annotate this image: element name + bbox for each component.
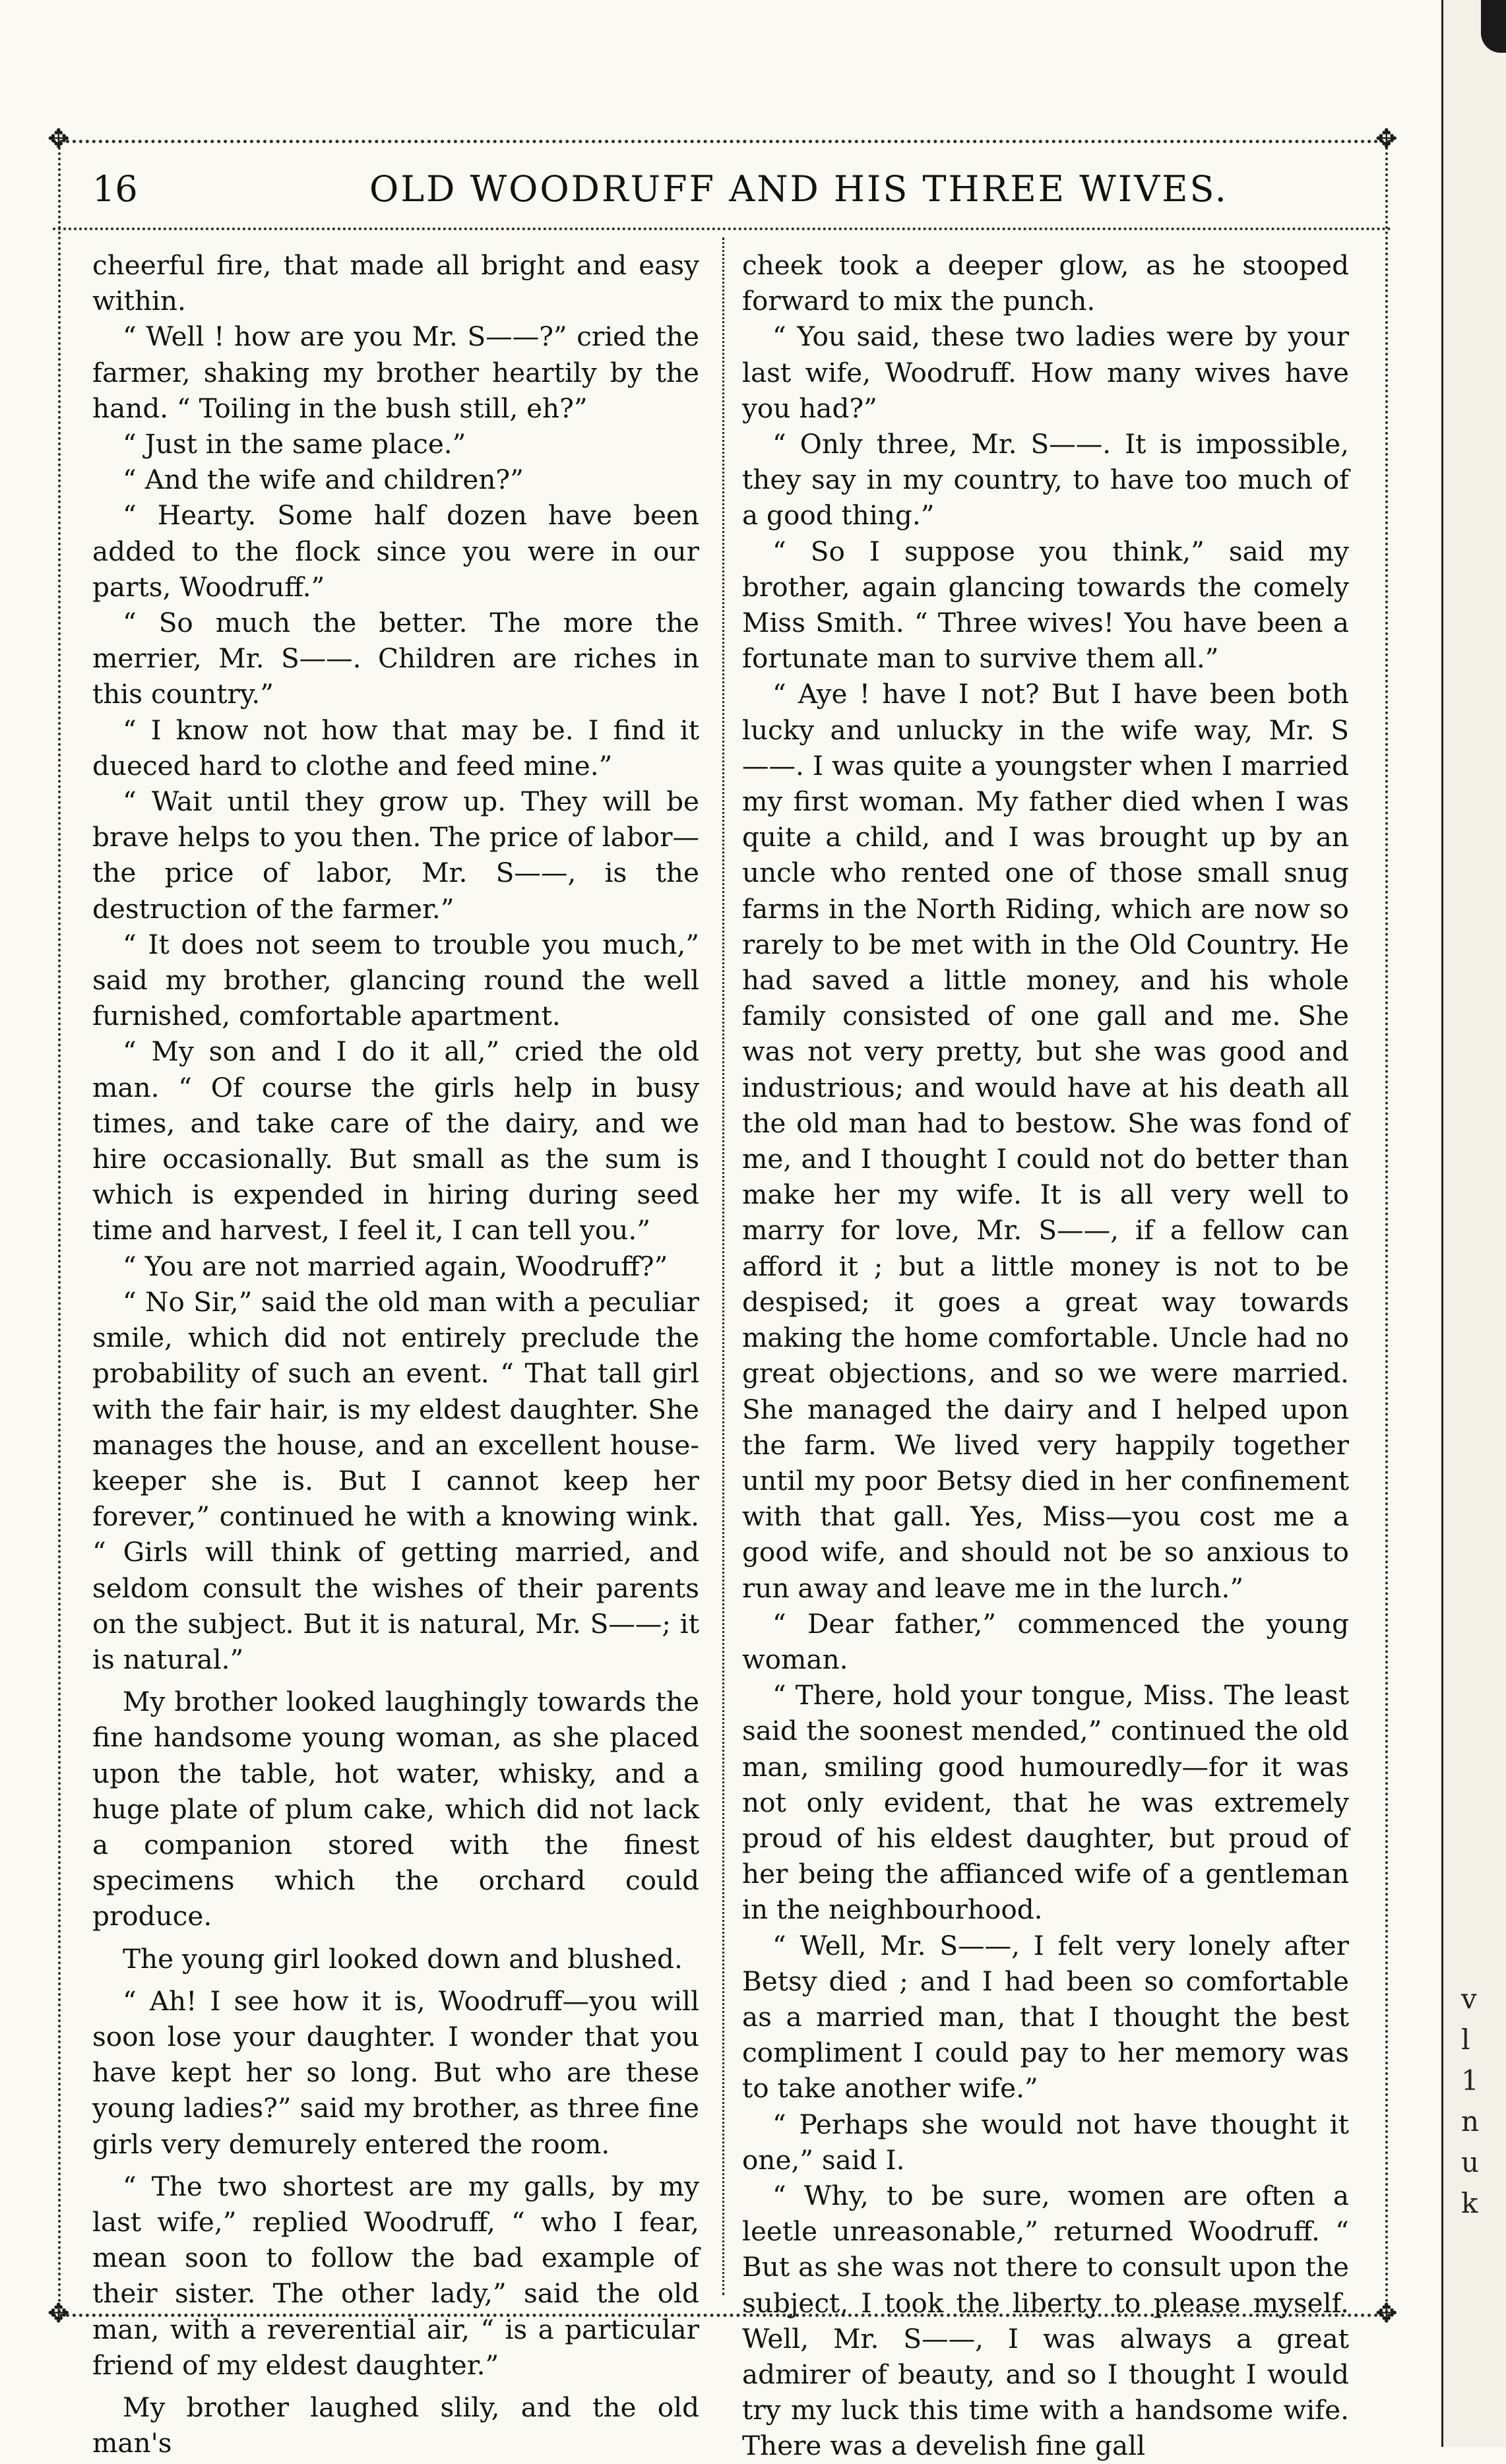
- paragraph: “ Perhaps she would not have thought it one,” said I.: [742, 2108, 1349, 2176]
- corner-ornament-icon: ✥: [1375, 124, 1398, 154]
- paragraph: The young girl looked down and blushed.: [123, 1942, 683, 1975]
- paragraph: “ My son and I do it all,” cried the old man. “ Of course the girls help in busy times, and take care of the dairy, and we hire occasionally. But small as the sum is which is expended in hiring during seed time and harvest, I feel it, I can tell you.”: [92, 1035, 699, 1247]
- paragraph: “ Well ! how are you Mr. S——?” cried the farmer, shaking my brother heartily by the hand. “ Toiling in the bush still, eh?”: [92, 321, 699, 424]
- column-divider: [722, 237, 724, 2295]
- paragraph: “ You are not married again, Woodruff?”: [123, 1250, 668, 1282]
- paragraph: cheerful fire, that made all bright and easy within.: [92, 249, 699, 317]
- paragraph: “ No Sir,” said the old man with a peculiar smile, which did not entirely preclude the probability of such an event. “ That tall girl with the fair hair, is my eldest daughter. She manages the house, and an excellent house-keeper she is. But I cannot keep her forever,” continued he with a knowing wink. “ Girls will think of getting married, and seldom consult the wishes of their parents on the subject. But it is natural, Mr. S——; it is natural.”: [92, 1285, 699, 1675]
- paragraph: “ So much the better. The more the merrier, Mr. S——. Children are riches in this country.”: [92, 607, 699, 710]
- paragraph: “ It does not seem to trouble you much,” said my brother, glancing round the well furnished, comfortable apartment.: [92, 928, 699, 1032]
- paragraph: “ Wait until they grow up. They will be brave helps to you then. The price of labor—the price of labor, Mr. S——, is the destruction of the farmer.”: [92, 785, 699, 925]
- margin-letter: 1: [1461, 2064, 1479, 2097]
- running-title: OLD WOODRUFF AND HIS THREE WIVES.: [369, 168, 1228, 210]
- paragraph: My brother laughed slily, and the old man's: [92, 2391, 699, 2459]
- corner-ornament-icon: ✥: [1375, 2298, 1398, 2329]
- margin-letter: v: [1461, 1983, 1477, 2015]
- paragraph: “ So I suppose you think,” said my brother, again glancing towards the comely Miss Smith. “ Three wives! You have been a fortunate man to survive them all.”: [742, 535, 1349, 675]
- paragraph: “ You said, these two ladies were by your last wife, Woodruff. How many wives have you had?”: [742, 321, 1349, 424]
- margin-letter: l: [1461, 2023, 1470, 2056]
- margin-letter: n: [1461, 2105, 1480, 2138]
- page-number: 16: [92, 168, 138, 210]
- paragraph: “ Dear father,” commenced the young woman.: [742, 1607, 1349, 1675]
- margin-letter: k: [1461, 2187, 1478, 2219]
- page-header: [92, 168, 1359, 221]
- corner-ornament-icon: ✥: [47, 2298, 70, 2329]
- paragraph: “ The two shortest are my galls, by my last wife,” replied Woodruff, “ who I fear, mean soon to follow the bad example of their sister. The other lady,” said the old man, with a reverential air, “ is a particular friend of my eldest daughter.”: [92, 2170, 699, 2381]
- margin-letter: u: [1461, 2146, 1480, 2178]
- corner-ornament-icon: ✥: [47, 124, 70, 154]
- paragraph: cheek took a deeper glow, as he stooped forward to mix the punch.: [742, 249, 1349, 317]
- facing-page-margin-letters: [1461, 1979, 1488, 2224]
- paragraph: “ And the wife and children?”: [123, 464, 524, 496]
- paragraph: “ Only three, Mr. S——. It is impossible, they say in my country, to have too much of a good thing.”: [742, 428, 1349, 532]
- paragraph: “ Ah! I see how it is, Woodruff—you will soon lose your daughter. I wonder that you have kept her so long. But who are these young ladies?” said my brother, as three fine girls very demurely entered the room.: [92, 1985, 699, 2160]
- left-border-rule: [58, 142, 61, 2315]
- paragraph: “ I know not how that may be. I find it dueced hard to clothe and feed mine.”: [92, 714, 699, 782]
- top-border-rule: [53, 140, 1392, 143]
- binding-shadow: [1481, 0, 1506, 53]
- paragraph: “ Why, to be sure, women are often a leetle unreasonable,” returned Woodruff. “ But as she was not there to consult upon the subject, I took the liberty to please myself. Well, Mr. S——, I was always a great admirer of beauty, and so I thought I would try my luck this time with a handsome wife. There was a develish fine gall: [742, 2179, 1349, 2462]
- paragraph: “ There, hold your tongue, Miss. The least said the soonest mended,” continued the old man, smiling good humouredly—for it was not only evident, that he was extremely proud of his eldest daughter, but proud of her being the affianced wife of a gentleman in the neighbourhood.: [742, 1679, 1349, 1926]
- paragraph: My brother looked laughingly towards the fine handsome young woman, as she placed upon the table, hot water, whisky, and a huge plate of plum cake, which did not lack a companion stored with the finest specimens which the orchard could produce.: [92, 1686, 699, 1932]
- left-text-column: [92, 247, 699, 2461]
- paragraph: “ Hearty. Some half dozen have been added to the flock since you were in our parts, Woodruff.”: [92, 499, 699, 603]
- header-rule: [53, 228, 1392, 230]
- right-text-column: [742, 247, 1349, 2464]
- paragraph: “ Aye ! have I not? But I have been both lucky and unlucky in the wife way, Mr. S——. I was quite a youngster when I married my first woman. My father died when I was quite a child, and I was brought up by an uncle who rented one of those small snug farms in the North Riding, which are now so rarely to be met with in the Old Country. He had saved a little money, and his whole family consisted of one gall and me. She was not very pretty, but she was good and industrious; and would have at his death all the old man had to bestow. She was fond of me, and I thought I could not do better than make her my wife. It is all very well to marry for love, Mr. S——, if a fellow can afford it ; but a little money is not to be despised; it goes a great way towards making the home comfortable. Uncle had no great objections, and so we were married. She managed the dairy and I helped upon the farm. We lived very happily together until my poor Betsy died in her confinement with that gall. Yes, Miss—you cost me a good wife, and should not be so anxious to run away and leave me in the lurch.”: [742, 678, 1349, 1604]
- paragraph: “ Well, Mr. S——, I felt very lonely after Betsy died ; and I had been so comfortable as a married man, that I thought the best compliment I could pay to her memory was to take another wife.”: [742, 1929, 1349, 2105]
- right-border-rule: [1385, 142, 1388, 2315]
- paragraph: “ Just in the same place.”: [123, 428, 466, 460]
